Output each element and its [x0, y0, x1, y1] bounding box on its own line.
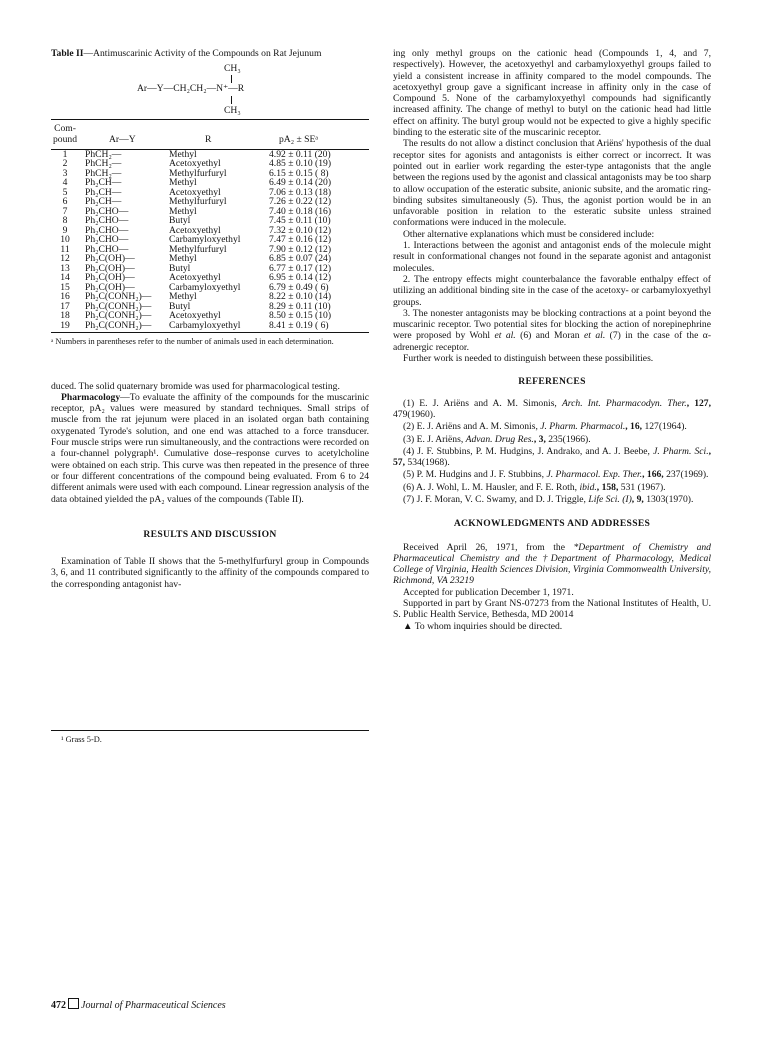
- right-column: [393, 48, 711, 632]
- compound-number: 9: [62, 224, 68, 236]
- ar-y-cell: PhCH₂—: [85, 158, 122, 170]
- acknowledgments-heading: ACKNOWLEDGMENTS AND ADDRESSES: [453, 518, 651, 530]
- structure-top-methyl: CH₃: [224, 63, 241, 74]
- r-cell: Methyl: [169, 291, 197, 303]
- r-cell: Methyl: [169, 253, 197, 265]
- ar-y-cell: PhCH₂—: [85, 167, 122, 179]
- pa2-cell: 7.45 ± 0.11 (10): [269, 215, 331, 227]
- square-icon: [68, 998, 79, 1009]
- right-paragraph-2: The results do not allow a distinct conclusion that Ariëns' hypothesis of the dual receptor sites for agonists and antagonists is either correct or incorrect. It was pointed out in earlier work regarding the ester-type antagonists that the angle between the regions used by the agonist and classical antagonists may be too sharp to allow occupation of the esteratic subsite, anionic subsite, and the aromatic ring-binding subsites simultaneously (5). Thus, the agonist portion would be in an unfavorable position in relation to the esteratic subsite unless strained conformations were induced in the molecule.: [393, 138, 711, 229]
- journal-name: Journal of Pharmaceutical Sciences: [81, 1000, 226, 1011]
- r-cell: Methylfurfuryl: [169, 243, 227, 255]
- pa2-cell: 6.49 ± 0.14 (20): [269, 177, 332, 189]
- pa2-cell: 7.32 ± 0.10 (12): [269, 224, 332, 236]
- r-cell: Acetoxyethyl: [169, 186, 221, 198]
- compound-number: 6: [62, 196, 68, 208]
- pa2-cell: 4.92 ± 0.11 (20): [269, 148, 331, 160]
- ar-y-cell: Ph₂C(OH)—: [85, 253, 135, 265]
- compound-number: 16: [60, 291, 70, 303]
- chemical-structure: [51, 63, 369, 119]
- header-pa2: pA₂ ± SEᵃ: [279, 134, 318, 146]
- right-paragraph-3: Other alternative explanations which must be considered include:: [403, 228, 655, 240]
- compound-number: 15: [60, 281, 70, 293]
- pa2-cell: 4.85 ± 0.10 (19): [269, 158, 332, 170]
- table-title-text: —Antimuscarinic Activity of the Compounds on Rat Jejunum: [83, 48, 322, 59]
- ar-y-cell: Ph₂CHO—: [85, 224, 129, 236]
- r-cell: Acetoxyethyl: [169, 224, 221, 236]
- r-cell: Acetoxyethyl: [169, 310, 221, 322]
- ack-accepted: Accepted for publication December 1, 1971.: [403, 586, 574, 598]
- results-heading: RESULTS AND DISCUSSION: [143, 528, 277, 540]
- compound-number: 8: [62, 215, 68, 227]
- ar-y-cell: Ph₂C(CONH₂)—: [85, 319, 152, 331]
- right-paragraph-5: 2. The entropy effects might counterbalance the favorable enthalpy effect of utilizing an additional binding site in the case of the acetoxy- or carbamyloxyethyl groups.: [393, 273, 711, 308]
- ar-y-cell: Ph₂CHO—: [85, 243, 129, 255]
- pa2-cell: 8.50 ± 0.15 (10): [269, 310, 332, 322]
- structure-bond-bottom: [231, 96, 232, 104]
- structure-bond-top: [231, 75, 232, 83]
- ar-y-cell: Ph₂C(CONH₂)—: [85, 291, 152, 303]
- right-paragraph-4: 1. Interactions between the agonist and antagonist ends of the molecule might result in conformational changes not found in the separate agonist and antagonist molecules.: [393, 240, 711, 274]
- reference-item: (1) E. J. Ariëns and A. M. Simonis, Arch. Int. Pharmacodyn. Ther., 127, 479(1960).: [393, 397, 711, 420]
- ack-inquiries: ▲ To whom inquiries should be directed.: [403, 620, 563, 632]
- footnote-divider: [51, 730, 369, 731]
- compound-number: 7: [62, 205, 68, 217]
- compound-number: 12: [60, 253, 70, 265]
- left-paragraph-1: duced. The solid quaternary bromide was used for pharmacological testing.: [51, 380, 340, 392]
- pa2-cell: 7.26 ± 0.22 (12): [269, 196, 332, 208]
- pa2-cell: 7.90 ± 0.12 (12): [269, 243, 332, 255]
- pharmacology-text: —To evaluate the affinity of the compounds for the muscarinic receptor, pA₂ values were measured by standard techniques. Small strips of muscle from the rat jejunum were placed in an isolated organ bath containing oxygenated Tyrode's solution, and one end was attached to a force transducer. Four muscle strips were run simultaneously, and the contractions were recorded on a four-channel polygraph¹. Cumulative dose–response curves to acetylcholine were obtained on each strip. This curve was then repeated in the presence of three or four different concentrations of the compound being evaluated. From 6 to 24 different animals were used with each compound. Linear regression analysis of the data obtained yielded the pA₂ values of the compounds (Table II).: [51, 391, 370, 505]
- ar-y-cell: Ph₂CH—: [85, 177, 122, 189]
- compound-number: 14: [60, 272, 70, 284]
- pa2-cell: 6.95 ± 0.14 (12): [269, 272, 332, 284]
- ar-y-cell: Ph₂C(CONH₂)—: [85, 310, 152, 322]
- structure-bottom-methyl: CH₃: [224, 105, 241, 116]
- r-cell: Methyl: [169, 205, 197, 217]
- compound-number: 11: [60, 243, 70, 255]
- activity-table: [51, 119, 369, 330]
- reference-item: (6) A. J. Wohl, L. M. Hausler, and F. E. Roth, ibid., 158, 531 (1967).: [403, 481, 666, 493]
- pa2-cell: 6.77 ± 0.17 (12): [269, 262, 332, 274]
- ar-y-cell: Ph₂CHO—: [85, 215, 129, 227]
- r-cell: Methyl: [169, 177, 197, 189]
- compound-number: 4: [62, 177, 68, 189]
- ar-y-cell: Ph₂CH—: [85, 196, 122, 208]
- table-row: [51, 321, 369, 331]
- r-cell: Carbamyloxyethyl: [169, 281, 241, 293]
- compound-number: 13: [60, 262, 70, 274]
- table-body: [51, 149, 369, 330]
- ar-y-cell: Ph₂CH—: [85, 186, 122, 198]
- reference-item: (5) P. M. Hudgins and J. F. Stubbins, J. Pharmacol. Exp. Ther., 166, 237(1969).: [403, 469, 709, 481]
- pa2-cell: 6.85 ± 0.07 (24): [269, 253, 332, 265]
- pa2-cell: 8.22 ± 0.10 (14): [269, 291, 332, 303]
- pa2-cell: 8.29 ± 0.11 (10): [269, 300, 331, 312]
- r-cell: Carbamyloxyethyl: [169, 319, 241, 331]
- header-compound: Com- pound: [53, 123, 77, 146]
- pharmacology-heading: Pharmacology: [61, 391, 121, 403]
- r-cell: Butyl: [169, 300, 191, 312]
- pa2-cell: 7.06 ± 0.13 (18): [269, 186, 332, 198]
- pa2-cell: 7.40 ± 0.18 (16): [269, 205, 332, 217]
- compound-number: 10: [60, 234, 70, 246]
- reference-item: (7) J. F. Moran, V. C. Swamy, and D. J. Triggle, Life Sci. (I), 9, 1303(1970).: [403, 493, 694, 505]
- r-cell: Carbamyloxyethyl: [169, 234, 241, 246]
- r-cell: Acetoxyethyl: [169, 158, 221, 170]
- left-footnote: ¹ Grass 5-D.: [61, 735, 102, 744]
- compound-number: 5: [62, 186, 68, 198]
- ar-y-cell: Ph₂C(OH)—: [85, 262, 135, 274]
- ar-y-cell: PhCH₂—: [85, 148, 122, 160]
- r-cell: Methylfurfuryl: [169, 196, 227, 208]
- reference-item: (4) J. F. Stubbins, P. M. Hudgins, J. Andrako, and A. J. Beebe, J. Pharm. Sci., 57, 534(1968).: [393, 445, 711, 469]
- pa2-cell: 7.47 ± 0.16 (12): [269, 234, 332, 246]
- reference-item: (3) E. J. Ariëns, Advan. Drug Res., 3, 235(1966).: [403, 433, 591, 445]
- compound-number: 3: [62, 167, 68, 179]
- ar-y-cell: Ph₂C(OH)—: [85, 281, 135, 293]
- r-cell: Butyl: [169, 262, 191, 274]
- header-ar-y: Ar—Y: [109, 134, 136, 146]
- references-list: [393, 398, 711, 506]
- compound-number: 17: [60, 300, 70, 312]
- page-footer: [51, 998, 226, 1011]
- r-cell: Butyl: [169, 215, 191, 227]
- compound-number: 18: [60, 310, 70, 322]
- pa2-cell: 8.41 ± 0.19 ( 6): [269, 319, 329, 331]
- ar-y-cell: Ph₂C(CONH₂)—: [85, 300, 152, 312]
- r-cell: Methyl: [169, 148, 197, 160]
- structure-chain: Ar—Y—CH₂CH₂—N⁺—R: [137, 83, 245, 94]
- r-cell: Acetoxyethyl: [169, 272, 221, 284]
- header-r: R: [205, 134, 212, 146]
- right-paragraph-6: 3. The nonester antagonists may be blocking contractions at a point beyond the muscarinic receptor. Two potential sites for blocking the action of norepinephrine were proposed by Wohl et al. (6) and Moran et al. (7) in the case of the α-adrenergic receptor.: [393, 307, 712, 353]
- references-heading: REFERENCES: [518, 376, 586, 388]
- table-title-label: Table II: [51, 48, 84, 59]
- compound-number: 19: [60, 319, 70, 331]
- table-footnote: ᵃ Numbers in parentheses refer to the number of animals used in each determination.: [51, 337, 334, 347]
- compound-number: 1: [62, 148, 68, 160]
- left-column: [51, 48, 369, 590]
- ack-supported: Supported in part by Grant NS-07273 from the National Institutes of Health, U. S. Public Health Service, Bethesda, MD 20014: [393, 598, 711, 621]
- ar-y-cell: Ph₂CHO—: [85, 234, 129, 246]
- pa2-cell: 6.15 ± 0.15 ( 8): [269, 167, 329, 179]
- table-title: [51, 48, 369, 59]
- right-paragraph-7: Further work is needed to distinguish between these possibilities.: [403, 353, 654, 365]
- compound-number: 2: [62, 158, 68, 170]
- pharmacology-paragraph: [51, 392, 369, 505]
- right-paragraph-1: ing only methyl groups on the cationic head (Compounds 1, 4, and 7, respectively). However, the acetoxyethyl and carbamyloxyethyl groups failed to yield a consistent increase in affinity compared to the model compounds. The acetoxyethyl group gave a significant increase in affinity only in the case of Compound 5. None of the carbamyloxyethyl compounds had significantly increased affinity. The change of methyl to butyl on the cationic head had little effect on affinity. The butyl group would not be expected to give a highly specific binding to the esteratic site of the muscarinic receptor.: [393, 48, 711, 139]
- reference-item: (2) E. J. Ariëns and A. M. Simonis, J. Pharm. Pharmacol., 16, 127(1964).: [403, 421, 687, 433]
- pa2-cell: 6.79 ± 0.49 ( 6): [269, 281, 329, 293]
- page-number: 472: [51, 1000, 66, 1011]
- r-cell: Methylfurfuryl: [169, 167, 227, 179]
- ar-y-cell: Ph₂C(OH)—: [85, 272, 135, 284]
- ack-received: Received April 26, 1971, from the *Department of Chemistry and Pharmaceutical Chemistry and the †Department of Pharmacology, Medical College of Virginia, Health Sciences Division, Virginia Commonwealth University, Richmond, VA 23219: [393, 541, 711, 587]
- ar-y-cell: Ph₂CHO—: [85, 205, 129, 217]
- results-paragraph: Examination of Table II shows that the 5-methylfurfuryl group in Compounds 3, 6, and 11 contributed significantly to the affinity of the compounds compared to the corresponding antagonist hav-: [51, 556, 369, 590]
